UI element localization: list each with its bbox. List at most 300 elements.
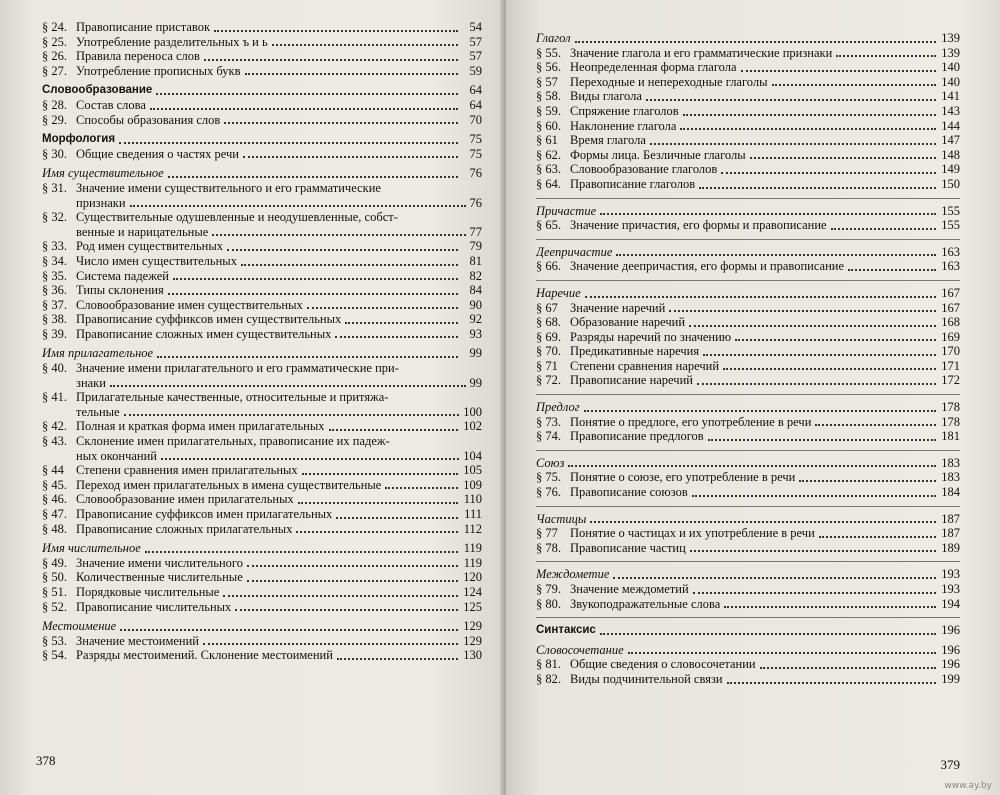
- section-divider: [536, 450, 960, 451]
- page-ref: 90: [469, 297, 482, 312]
- section-number: § 72.: [536, 373, 561, 388]
- section-number: § 69.: [536, 329, 561, 344]
- entry-title-continuation: ных окончаний: [76, 448, 157, 463]
- page-ref: 178: [941, 414, 960, 429]
- toc-entry: [42, 419, 482, 434]
- entry-title: Союз: [536, 455, 565, 470]
- section-number: § 76.: [536, 485, 561, 500]
- toc-entry: [42, 181, 482, 196]
- entry-title: Правила переноса слов: [76, 49, 200, 64]
- leader-dots: [646, 99, 936, 101]
- toc-entry: [536, 330, 960, 345]
- section-number: § 55.: [536, 45, 561, 60]
- leader-dots: [697, 383, 936, 385]
- page-ref: 54: [469, 20, 482, 34]
- toc-entry: [42, 239, 482, 254]
- section-number: § 82.: [536, 671, 561, 686]
- page-ref: 57: [469, 49, 482, 64]
- leader-dots: [336, 517, 458, 519]
- section-number: § 77: [536, 526, 558, 541]
- leader-dots: [223, 595, 458, 597]
- entry-title: Склонение имен прилагательных, правописание их падеж-: [76, 434, 390, 449]
- section-number: § 66.: [536, 259, 561, 274]
- leader-dots: [750, 157, 936, 159]
- page-ref: 75: [469, 132, 482, 147]
- leader-dots: [119, 142, 458, 144]
- toc-entry: [42, 361, 482, 376]
- page-ref: 92: [469, 312, 482, 327]
- leader-dots: [124, 414, 460, 416]
- toc-entry: [42, 570, 482, 585]
- section-number: § 70.: [536, 344, 561, 359]
- leader-dots: [150, 108, 458, 110]
- leader-dots: [130, 205, 466, 207]
- entry-title: Способы образования слов: [76, 112, 221, 127]
- entry-title: Словообразование имен существительных: [76, 297, 303, 312]
- section-divider: [536, 394, 960, 395]
- leader-dots: [760, 667, 936, 669]
- page-ref: 102: [463, 419, 482, 434]
- toc-entry: [42, 269, 482, 284]
- entry-title: Переход имен прилагательных в имена существительные: [76, 477, 382, 492]
- section-number: § 58.: [536, 89, 561, 104]
- entry-title: Предикативные наречия: [570, 344, 700, 359]
- toc-heading: [42, 166, 482, 181]
- leader-dots: [247, 565, 458, 567]
- section-number: § 53.: [42, 633, 67, 648]
- leader-dots: [156, 93, 458, 95]
- toc-entry: [42, 312, 482, 327]
- page-ref: 124: [463, 584, 482, 599]
- page-ref: 193: [941, 582, 960, 596]
- page-ref: 148: [941, 147, 960, 162]
- leader-dots: [735, 339, 936, 341]
- toc-entry: [42, 556, 482, 571]
- section-number: § 79.: [536, 582, 561, 596]
- entry-title: Предлог: [536, 400, 580, 415]
- toc-entry: [42, 600, 482, 615]
- section-number: § 27.: [42, 63, 67, 78]
- entry-title: Употребление разделительных ъ и ь: [76, 34, 268, 49]
- entry-title: Синтаксис: [536, 624, 596, 637]
- toc-entry: [536, 373, 960, 388]
- page-ref: 59: [469, 63, 482, 78]
- section-number: § 57: [536, 74, 558, 89]
- page-ref: 187: [941, 526, 960, 541]
- entry-title: Глагол: [536, 31, 571, 45]
- entry-title-continuation: знаки: [76, 375, 106, 390]
- page-ref: 110: [463, 492, 482, 507]
- entry-title: Деепричастие: [536, 244, 613, 259]
- page-ref: 141: [941, 89, 960, 104]
- page-ref: 181: [941, 429, 960, 444]
- page-ref: 183: [941, 455, 960, 470]
- leader-dots: [703, 354, 936, 356]
- entry-title: Междометие: [536, 567, 610, 582]
- entry-title: Правописание числительных: [76, 599, 232, 614]
- leader-dots: [693, 592, 936, 594]
- leader-dots: [690, 550, 936, 552]
- toc-entry: [536, 60, 960, 75]
- entry-title: Значение деепричастия, его формы и правописание: [570, 259, 845, 274]
- page-ref: 189: [941, 540, 960, 555]
- leader-dots: [168, 293, 458, 295]
- entry-title: Виды глагола: [570, 89, 642, 104]
- leader-dots: [836, 55, 936, 57]
- page-ref: 111: [464, 507, 482, 521]
- toc-entry-continuation: [42, 376, 482, 391]
- entry-title: Причастие: [536, 203, 597, 218]
- toc-heading: [536, 567, 960, 582]
- leader-dots: [203, 643, 458, 645]
- toc-heading: [42, 132, 482, 147]
- entry-title: Значение имени числительного: [76, 555, 243, 570]
- entry-title: Имя существительное: [42, 166, 164, 181]
- entry-title: Порядковые числительные: [76, 584, 220, 599]
- page-ref: 144: [941, 118, 960, 133]
- page-ref: 171: [941, 358, 960, 373]
- toc-entry: [536, 672, 960, 687]
- toc-entry: [42, 492, 482, 507]
- entry-title: Разряды местоимений. Склонение местоимений: [76, 648, 333, 663]
- toc-entry: [42, 283, 482, 298]
- left-page-number: 378: [36, 753, 56, 768]
- leader-dots: [224, 122, 458, 124]
- leader-dots: [723, 368, 936, 370]
- section-number: § 25.: [42, 34, 67, 49]
- toc-entry: [536, 541, 960, 556]
- entry-title: Значение причастия, его формы и правописание: [570, 218, 827, 233]
- right-page-number: 379: [940, 757, 960, 772]
- leader-dots: [683, 114, 936, 116]
- toc-entry: [536, 359, 960, 374]
- leader-dots: [241, 264, 458, 266]
- entry-title: Частицы: [536, 511, 587, 526]
- page-ref: 194: [941, 596, 960, 611]
- leader-dots: [689, 325, 936, 327]
- entry-title-continuation: венные и нарицательные: [76, 224, 209, 239]
- page-ref: 168: [941, 315, 960, 330]
- toc-entry: [42, 478, 482, 493]
- entry-title: Число имен существительных: [76, 253, 237, 268]
- section-divider: [536, 617, 960, 618]
- leader-dots: [110, 385, 466, 387]
- toc-heading: [536, 512, 960, 527]
- section-number: § 63.: [536, 162, 561, 177]
- leader-dots: [721, 172, 936, 174]
- toc-entry-continuation: [42, 225, 482, 240]
- page-ref: 119: [463, 541, 482, 556]
- left-toc: [42, 20, 482, 663]
- entry-title: Словообразование имен прилагательных: [76, 492, 294, 507]
- entry-title: Значение имени существительного и его грамматические: [76, 180, 381, 195]
- entry-title: Степени сравнения имен прилагательных: [76, 463, 298, 478]
- toc-heading: [42, 83, 482, 98]
- section-number: § 48.: [42, 521, 67, 536]
- leader-dots: [616, 254, 936, 256]
- section-number: § 68.: [536, 315, 561, 330]
- entry-title: Формы лица. Безличные глаголы: [570, 147, 746, 162]
- section-number: § 44: [42, 463, 64, 478]
- toc-entry: [536, 415, 960, 430]
- section-number: § 33.: [42, 239, 67, 254]
- leader-dots: [650, 143, 936, 145]
- toc-entry: [42, 648, 482, 663]
- section-number: § 56.: [536, 60, 561, 75]
- toc-entry: [42, 210, 482, 225]
- leader-dots: [585, 296, 936, 298]
- toc-entry: [42, 98, 482, 113]
- toc-entry: [42, 463, 482, 478]
- entry-title: Типы склонения: [76, 283, 164, 298]
- page-ref: 155: [941, 218, 960, 233]
- page-ref: 105: [463, 463, 482, 478]
- entry-title: Правописание наречий: [570, 373, 693, 388]
- section-number: § 54.: [42, 648, 67, 663]
- leader-dots: [204, 59, 458, 61]
- leader-dots: [212, 234, 465, 236]
- page-ref: 79: [469, 239, 482, 254]
- watermark: www.ay.by: [944, 781, 992, 791]
- section-divider: [536, 198, 960, 199]
- section-number: § 32.: [42, 210, 67, 225]
- section-number: § 52.: [42, 599, 67, 614]
- leader-dots: [247, 580, 458, 582]
- toc-entry: [536, 162, 960, 177]
- page-ref: 149: [941, 162, 960, 177]
- entry-title: Полная и краткая форма имен прилагательных: [76, 419, 325, 434]
- entry-title: Род имен существительных: [76, 239, 223, 254]
- section-number: § 31.: [42, 180, 67, 195]
- leader-dots: [600, 633, 936, 635]
- entry-title: Понятие о частицах и их употребление в речи: [570, 526, 815, 541]
- entry-title: Общие сведения о словосочетании: [570, 657, 756, 672]
- toc-entry: [536, 89, 960, 104]
- entry-title: Правописание глаголов: [570, 176, 696, 191]
- page-ref: 170: [941, 344, 960, 359]
- section-number: § 37.: [42, 297, 67, 312]
- leader-dots: [120, 629, 458, 631]
- toc-entry-continuation: [42, 196, 482, 211]
- page-ref: 187: [941, 511, 960, 526]
- entry-title: Виды подчинительной связи: [570, 671, 723, 686]
- section-divider: [536, 280, 960, 281]
- section-number: § 73.: [536, 414, 561, 429]
- section-divider: [536, 506, 960, 507]
- leader-dots: [613, 577, 936, 579]
- toc-heading: [536, 286, 960, 301]
- leader-dots: [708, 439, 936, 441]
- entry-title: Морфология: [42, 133, 116, 146]
- entry-title: Правописание предлогов: [570, 429, 704, 444]
- toc-entry: [536, 104, 960, 119]
- page-ref: 167: [941, 300, 960, 315]
- page-ref: 109: [463, 477, 482, 492]
- page-ref: 193: [941, 567, 960, 582]
- leader-dots: [819, 536, 936, 538]
- entry-title: Степени сравнения наречий: [570, 358, 720, 373]
- section-number: § 60.: [536, 118, 561, 133]
- toc-entry: [536, 218, 960, 233]
- leader-dots: [335, 336, 458, 338]
- entry-title: Звукоподражательные слова: [570, 596, 721, 611]
- page-ref: 125: [463, 599, 482, 614]
- toc-entry: [42, 390, 482, 405]
- toc-entry: [42, 522, 482, 537]
- page-ref: 163: [941, 244, 960, 259]
- page-ref: 84: [469, 283, 482, 298]
- right-toc: [536, 31, 960, 687]
- leader-dots: [669, 310, 936, 312]
- leader-dots: [815, 424, 936, 426]
- section-number: § 41.: [42, 390, 67, 405]
- page-ref: 99: [469, 375, 482, 390]
- right-page: [506, 0, 1000, 795]
- toc-heading: [536, 204, 960, 219]
- toc-heading: [42, 541, 482, 556]
- toc-entry: [536, 301, 960, 316]
- page-ref: 155: [941, 203, 960, 218]
- entry-title-continuation: признаки: [76, 195, 126, 210]
- entry-title: Словообразование глаголов: [570, 162, 718, 177]
- toc-entry-continuation: [42, 405, 482, 420]
- toc-heading: [536, 400, 960, 415]
- page-ref: 77: [469, 224, 482, 239]
- leader-dots: [243, 156, 458, 158]
- entry-title: Прилагательные качественные, относительные и притяжа-: [76, 390, 389, 405]
- entry-title: Значение имени прилагательного и его грамматические при-: [76, 361, 399, 376]
- leader-dots: [741, 70, 936, 72]
- page-ref: 139: [941, 31, 960, 45]
- entry-title: Местоимение: [42, 619, 117, 634]
- entry-title: Переходные и непереходные глаголы: [570, 74, 768, 89]
- leader-dots: [724, 606, 936, 608]
- leader-dots: [168, 176, 458, 178]
- toc-entry: [42, 113, 482, 128]
- toc-entry: [42, 585, 482, 600]
- section-number: § 61: [536, 133, 558, 148]
- page-ref: 119: [463, 555, 482, 570]
- toc-entry: [536, 75, 960, 90]
- entry-title: Неопределенная форма глагола: [570, 60, 737, 75]
- page-ref: 183: [941, 470, 960, 485]
- section-number: § 45.: [42, 477, 67, 492]
- toc-heading: [536, 245, 960, 260]
- toc-heading: [536, 31, 960, 46]
- page-ref: 172: [941, 373, 960, 388]
- section-number: § 28.: [42, 97, 67, 112]
- leader-dots: [848, 269, 936, 271]
- leader-dots: [161, 458, 459, 460]
- entry-title: Наклонение глагола: [570, 118, 677, 133]
- section-number: § 59.: [536, 103, 561, 118]
- toc-entry: [42, 49, 482, 64]
- toc-entry: [536, 46, 960, 61]
- page-ref: 57: [469, 34, 482, 49]
- page-ref: 64: [469, 83, 482, 98]
- section-number: § 38.: [42, 312, 67, 327]
- page-ref: 150: [941, 176, 960, 191]
- toc-entry: [536, 429, 960, 444]
- entry-title: Значение глагола и его грамматические признаки: [570, 45, 833, 60]
- toc-heading: [536, 623, 960, 638]
- leader-dots: [296, 531, 458, 533]
- toc-entry: [536, 657, 960, 672]
- toc-entry: [42, 327, 482, 342]
- toc-entry: [42, 64, 482, 79]
- section-number: § 42.: [42, 419, 67, 434]
- toc-entry: [536, 133, 960, 148]
- entry-title: Существительные одушевленные и неодушевленные, собст-: [76, 210, 398, 225]
- page-ref: 104: [463, 448, 482, 463]
- entry-title: Состав слова: [76, 97, 146, 112]
- section-number: § 35.: [42, 268, 67, 283]
- toc-entry: [42, 147, 482, 162]
- leader-dots: [307, 307, 458, 309]
- leader-dots: [699, 187, 936, 189]
- entry-title: Правописание сложных имен существительных: [76, 326, 332, 341]
- entry-title: Употребление прописных букв: [76, 63, 241, 78]
- toc-entry: [42, 20, 482, 35]
- leader-dots: [727, 682, 936, 684]
- leader-dots: [214, 30, 458, 32]
- page-ref: 76: [469, 195, 482, 210]
- leader-dots: [272, 44, 458, 46]
- leader-dots: [245, 73, 458, 75]
- section-number: § 50.: [42, 570, 67, 585]
- entry-title: Наречие: [536, 285, 581, 300]
- leader-dots: [302, 473, 458, 475]
- toc-entry: [42, 298, 482, 313]
- toc-entry: [536, 177, 960, 192]
- leader-dots: [157, 356, 458, 358]
- page-ref: 64: [469, 97, 482, 112]
- toc-entry: [536, 148, 960, 163]
- entry-title: Правописание суффиксов имен прилагательных: [76, 507, 333, 521]
- section-number: § 67: [536, 300, 558, 315]
- toc-entry: [42, 634, 482, 649]
- section-number: § 49.: [42, 555, 67, 570]
- section-number: § 46.: [42, 492, 67, 507]
- page-ref: 143: [941, 103, 960, 118]
- page-ref: 140: [941, 74, 960, 89]
- entry-title: Правописание сложных прилагательных: [76, 521, 293, 536]
- toc-entry: [42, 434, 482, 449]
- toc-heading: [42, 346, 482, 361]
- section-number: § 29.: [42, 112, 67, 127]
- page-ref: 129: [463, 619, 482, 634]
- leader-dots: [385, 487, 458, 489]
- section-number: § 43.: [42, 434, 67, 449]
- entry-title: Имя прилагательное: [42, 346, 154, 361]
- section-number: § 51.: [42, 584, 67, 599]
- page-ref: 147: [941, 133, 960, 148]
- toc-entry: [536, 526, 960, 541]
- entry-title: Правописание союзов: [570, 485, 688, 500]
- section-number: § 64.: [536, 176, 561, 191]
- page-ref: 100: [463, 404, 482, 419]
- leader-dots: [568, 465, 936, 467]
- leader-dots: [584, 410, 936, 412]
- entry-title: Понятие о предлоге, его употребление в речи: [570, 414, 812, 429]
- entry-title: Правописание частиц: [570, 540, 686, 555]
- entry-title: Значение наречий: [570, 300, 666, 315]
- section-divider: [536, 561, 960, 562]
- section-number: § 34.: [42, 253, 67, 268]
- leader-dots: [772, 84, 936, 86]
- section-number: § 80.: [536, 596, 561, 611]
- toc-entry: [536, 470, 960, 485]
